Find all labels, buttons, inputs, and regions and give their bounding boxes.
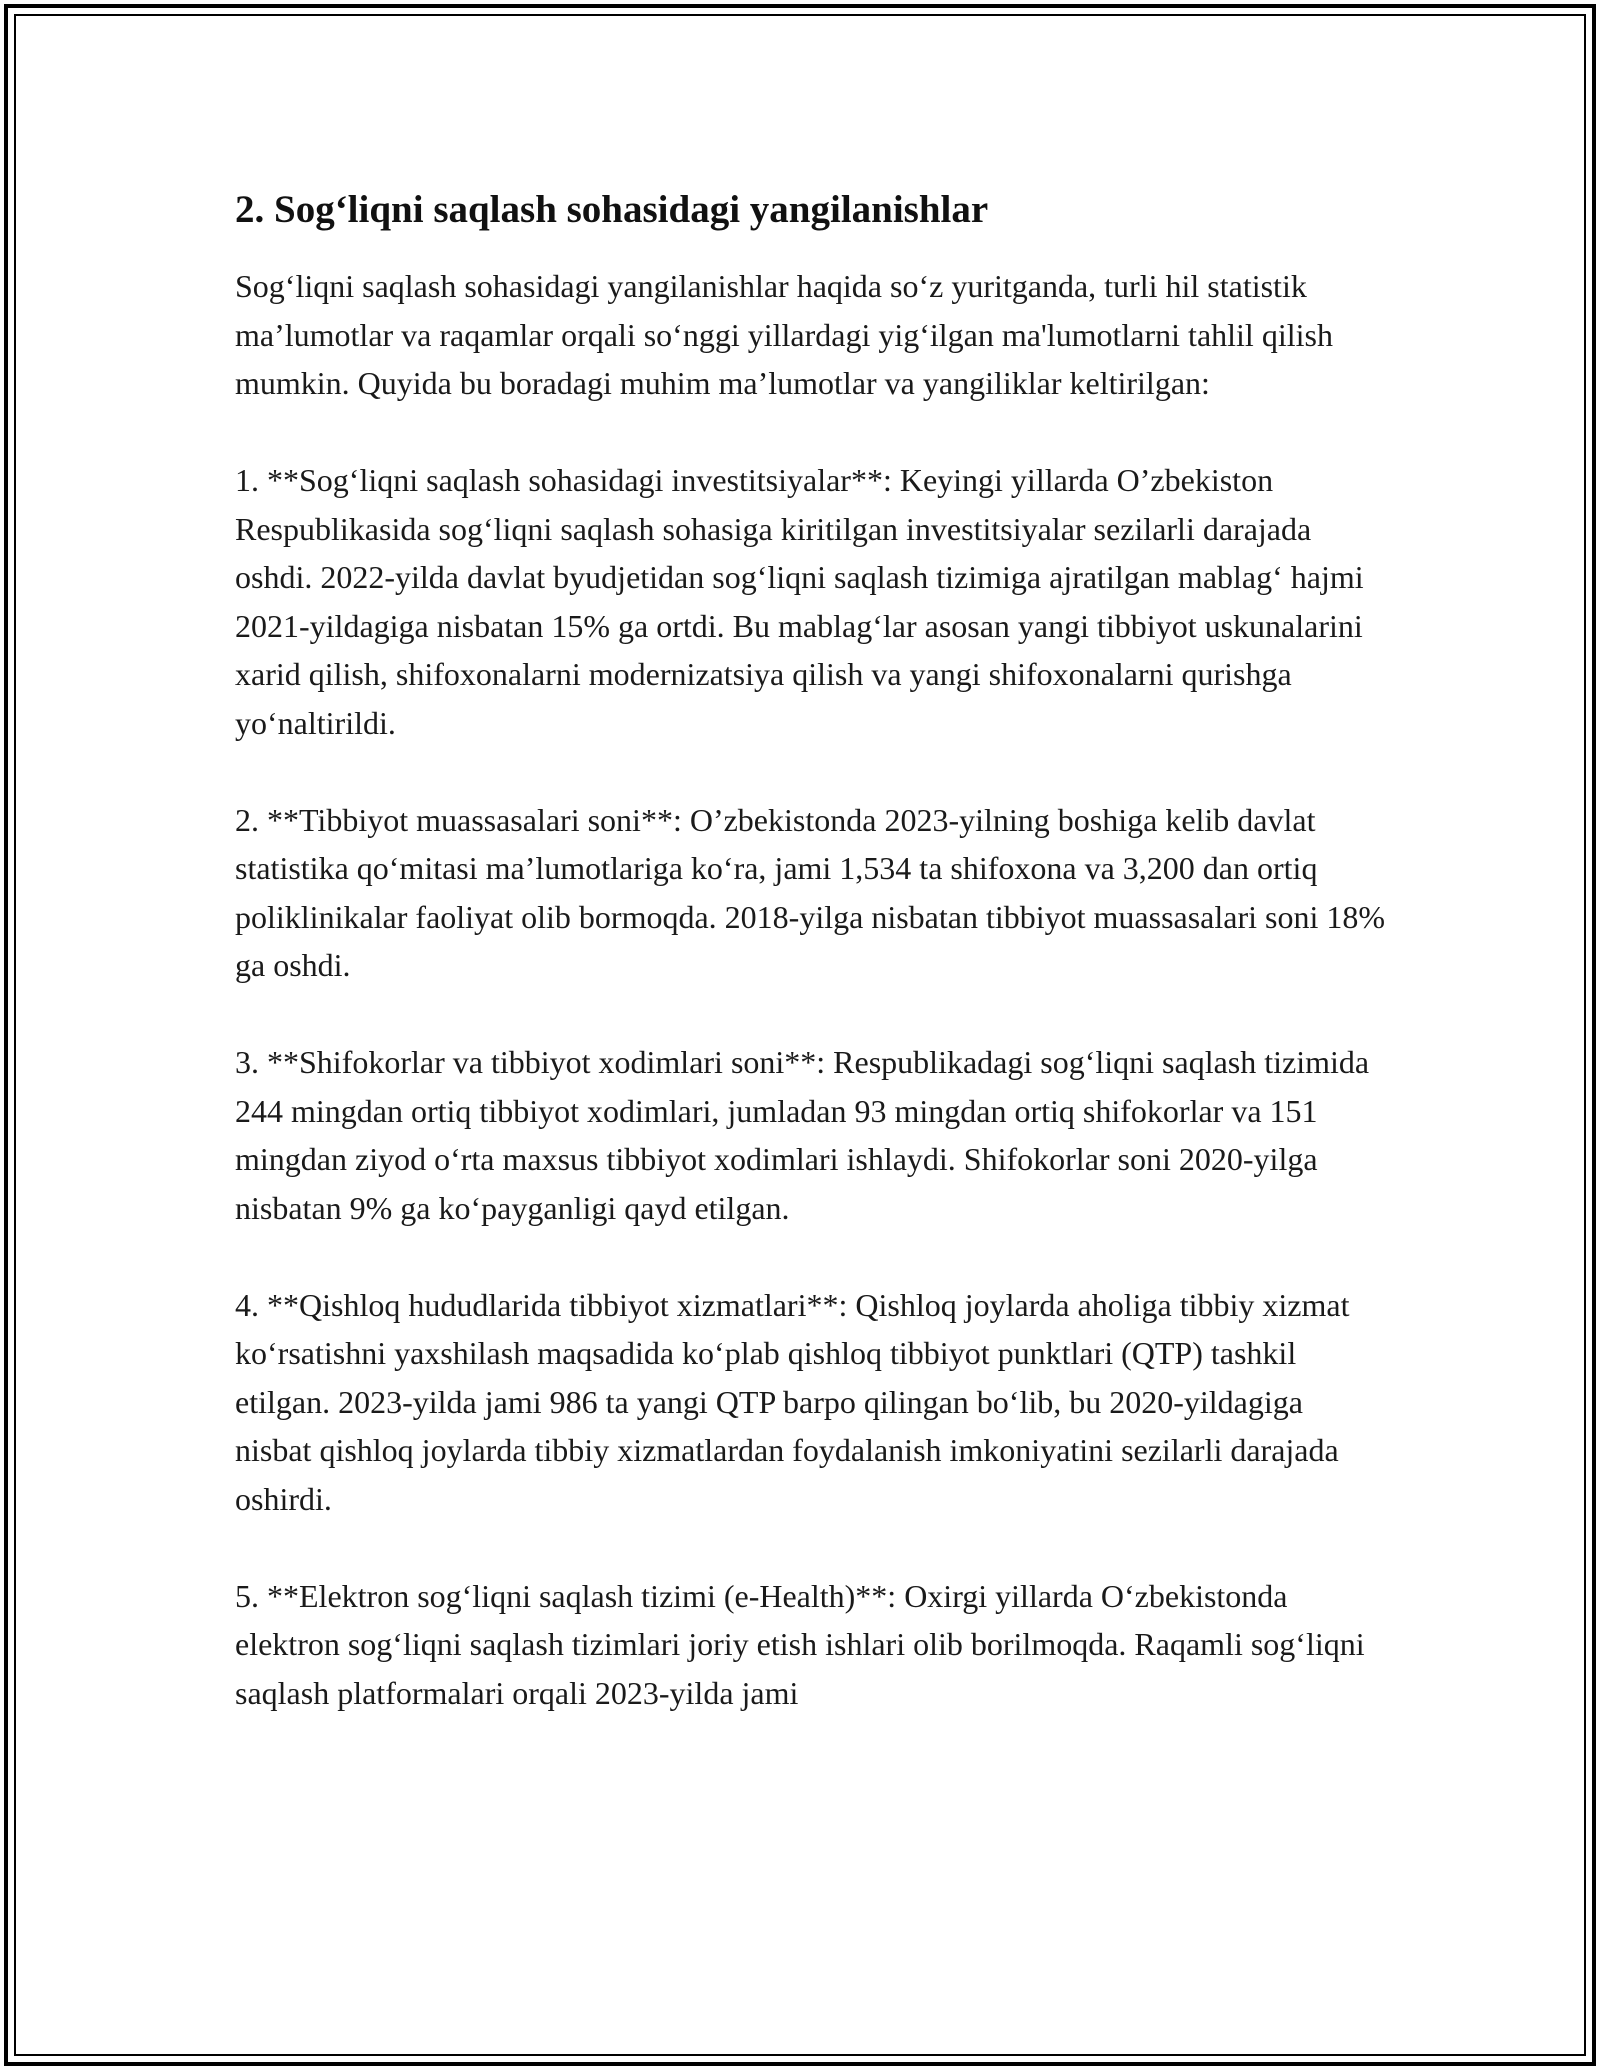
document-body [235,186,1385,1717]
section-heading: 2. Sog‘liqni saqlash sohasidagi yangilanishlar [235,188,989,231]
list-item-medical-staff: 3. **Shifokorlar va tibbiyot xodimlari soni**: Respublikadagi sog‘liqni saqlash tizimida 244 mingdan ortiq tibbiyot xodimlari, jumladan 93 mingdan ortiq shifokorlar va 151 mingdan ziyod o‘rta maxsus tibbiyot xodimlari ishlaydi. Shifokorlar soni 2020-yilga nisbatan 9% ga ko‘payganligi qayd etilgan. [235,1044,1370,1226]
intro-paragraph: Sog‘liqni saqlash sohasidagi yangilanishlar haqida so‘z yuritganda, turli hil statistik ma’lumotlar va raqamlar orqali so‘nggi yillardagi yig‘ilgan ma'lumotlarni tahlil qilish mumkin. Quyida bu boradagi muhim ma’lumotlar va yangiliklar keltirilgan: [235,268,1333,401]
list-item-rural-services: 4. **Qishloq hududlarida tibbiyot xizmatlari**: Qishloq joylarda aholiga tibbiy xizmat ko‘rsatishni yaxshilash maqsadida ko‘plab qishloq tibbiyot punktlari (QTP) tashkil etilgan. 2023-yilda jami 986 ta yangi QTP barpo qilingan bo‘lib, bu 2020-yildagiga nisbat qishloq joylarda tibbiy xizmatlardan foydalanish imkoniyatini sezilarli darajada oshirdi. [235,1286,1350,1517]
list-item-medical-institutions: 2. **Tibbiyot muassasalari soni**: O’zbekistonda 2023-yilning boshiga kelib davlat statistika qo‘mitasi ma’lumotlariga ko‘ra, jami 1,534 ta shifoxona va 3,200 dan ortiq poliklinikalar faoliyat olib bormoqda. 2018-yilga nisbatan tibbiyot muassasalari soni 18% ga oshdi. [235,801,1386,983]
list-item-investments: 1. **Sog‘liqni saqlash sohasidagi investitsiyalar**: Keyingi yillarda O’zbekiston Respublikasida sog‘liqni saqlash sohasiga kiritilgan investitsiyalar sezilarli darajada oshdi. 2022-yilda davlat byudjetidan sog‘liqni saqlash tizimiga ajratilgan mablag‘ hajmi 2021-yildagiga nisbatan 15% ga ortdi. Bu mablag‘lar asosan yangi tibbiyot uskunalarini xarid qilish, shifoxonalarni modernizatsiya qilish va yangi shifoxonalarni qurishga yo‘naltirildi. [235,462,1364,741]
list-item-e-health: 5. **Elektron sog‘liqni saqlash tizimi (e-Health)**: Oxirgi yillarda O‘zbekistonda elektron sog‘liqni saqlash tizimlari joriy etish ishlari olib borilmoqda. Raqamli sog‘liqni saqlash platformalari orqali 2023-yilda jami [235,1577,1365,1711]
